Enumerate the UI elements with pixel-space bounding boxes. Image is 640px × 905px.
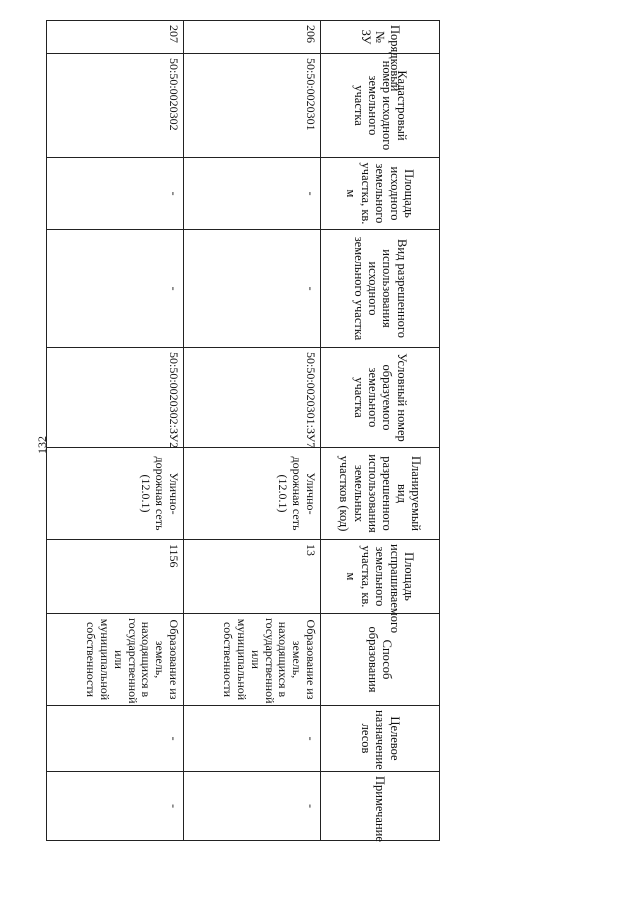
table-cell: Образование из земель, находящихся в государственной или муниципальной собственности bbox=[47, 614, 184, 706]
table-cell: - bbox=[184, 706, 321, 772]
table-cell: 50:50:0020301:ЗУ7 bbox=[184, 348, 321, 448]
table-cell: - bbox=[47, 706, 184, 772]
land-plots-table bbox=[46, 20, 440, 841]
table-cell: - bbox=[184, 772, 321, 841]
header-cell: Кадастровый номер исходного земельного участка bbox=[321, 54, 440, 158]
table-row bbox=[184, 21, 321, 841]
header-cell: Площадь испрашиваемого земельного участка, кв. м bbox=[321, 540, 440, 614]
table-cell: - bbox=[184, 230, 321, 348]
table-cell: 50:50:0020301 bbox=[184, 54, 321, 158]
table-cell: 13 bbox=[184, 540, 321, 614]
page-number: 132 bbox=[35, 436, 49, 454]
table-cell: - bbox=[47, 158, 184, 230]
table-cell: - bbox=[47, 772, 184, 841]
table-cell: 206 bbox=[184, 21, 321, 54]
table-header-row bbox=[321, 21, 440, 841]
header-cell: Вид разрешенного использования исходного земельного участка bbox=[321, 230, 440, 348]
table-cell: Образование из земель, находящихся в государственной или муниципальной собственности bbox=[184, 614, 321, 706]
header-cell: Порядковый № ЗУ bbox=[321, 21, 440, 54]
header-cell: Площадь исходного земельного участка, кв. м bbox=[321, 158, 440, 230]
table-cell: 207 bbox=[47, 21, 184, 54]
header-cell: Планируемый вид разрешенного использования земельных участков (код) bbox=[321, 448, 440, 540]
table-cell: Улично-дорожная сеть (12.0.1) bbox=[184, 448, 321, 540]
table-cell: Улично-дорожная сеть (12.0.1) bbox=[47, 448, 184, 540]
table-row bbox=[47, 21, 184, 841]
table-cell: 50:50:0020302 bbox=[47, 54, 184, 158]
rotated-table-wrapper bbox=[60, 20, 440, 840]
table-cell: - bbox=[47, 230, 184, 348]
header-cell: Целевое назначение лесов bbox=[321, 706, 440, 772]
header-cell: Условный номер образуемого земельного участка bbox=[321, 348, 440, 448]
header-cell: Способ образования bbox=[321, 614, 440, 706]
header-cell: Примечание bbox=[321, 772, 440, 841]
land-plots-table-container bbox=[60, 20, 440, 840]
table-cell: 50:50:0020302:ЗУ2 bbox=[47, 348, 184, 448]
table-cell: - bbox=[184, 158, 321, 230]
table-cell: 1156 bbox=[47, 540, 184, 614]
